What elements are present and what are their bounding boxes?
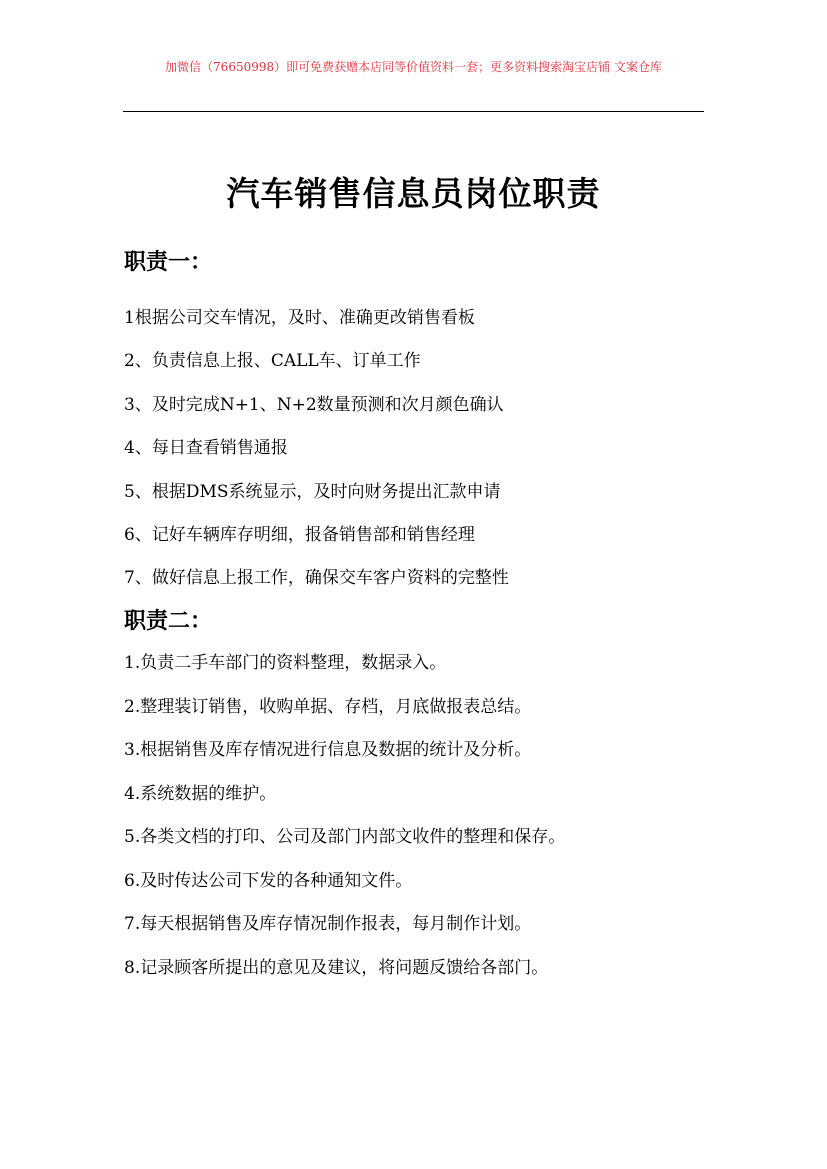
duty-item: 6.及时传达公司下发的各种通知文件。 (124, 871, 413, 891)
duty-item: 5.各类文档的打印、公司及部门内部文收件的整理和保存。 (124, 827, 566, 847)
section-heading-2: 职责二： (124, 609, 213, 634)
duty-item: 7.每天根据销售及库存情况制作报表，每月制作计划。 (124, 914, 532, 934)
duty-item: 3.根据销售及库存情况进行信息及数据的统计及分析。 (124, 740, 532, 760)
duty-item: 3、及时完成N+1、N+2数量预测和次月颜色确认 (124, 395, 504, 415)
duty-item: 6、记好车辆库存明细，报备销售部和销售经理 (124, 525, 475, 545)
header-note: 加微信（76650998）即可免费获赠本店同等价值资料一套；更多资料搜索淘宝店铺 文案仓库 (165, 60, 662, 74)
duty-item: 4、每日查看销售通报 (124, 438, 288, 458)
duty-item: 1根据公司交车情况，及时、准确更改销售看板 (124, 308, 475, 328)
document-title: 汽车销售信息员岗位职责 (226, 174, 601, 213)
duty-item: 2、负责信息上报、CALL车、订单工作 (124, 351, 421, 371)
header-divider (123, 111, 704, 112)
duty-item: 4.系统数据的维护。 (124, 784, 277, 804)
duty-item: 5、根据DMS系统显示，及时向财务提出汇款申请 (124, 482, 501, 502)
duty-item: 8.记录顾客所提出的意见及建议，将问题反馈给各部门。 (124, 958, 549, 978)
duty-item: 2.整理装订销售，收购单据、存档，月底做报表总结。 (124, 697, 532, 717)
section-heading-1: 职责一： (124, 250, 213, 275)
duty-item: 7、做好信息上报工作，确保交车客户资料的完整性 (124, 568, 509, 588)
duty-item: 1.负责二手车部门的资料整理，数据录入。 (124, 653, 447, 673)
